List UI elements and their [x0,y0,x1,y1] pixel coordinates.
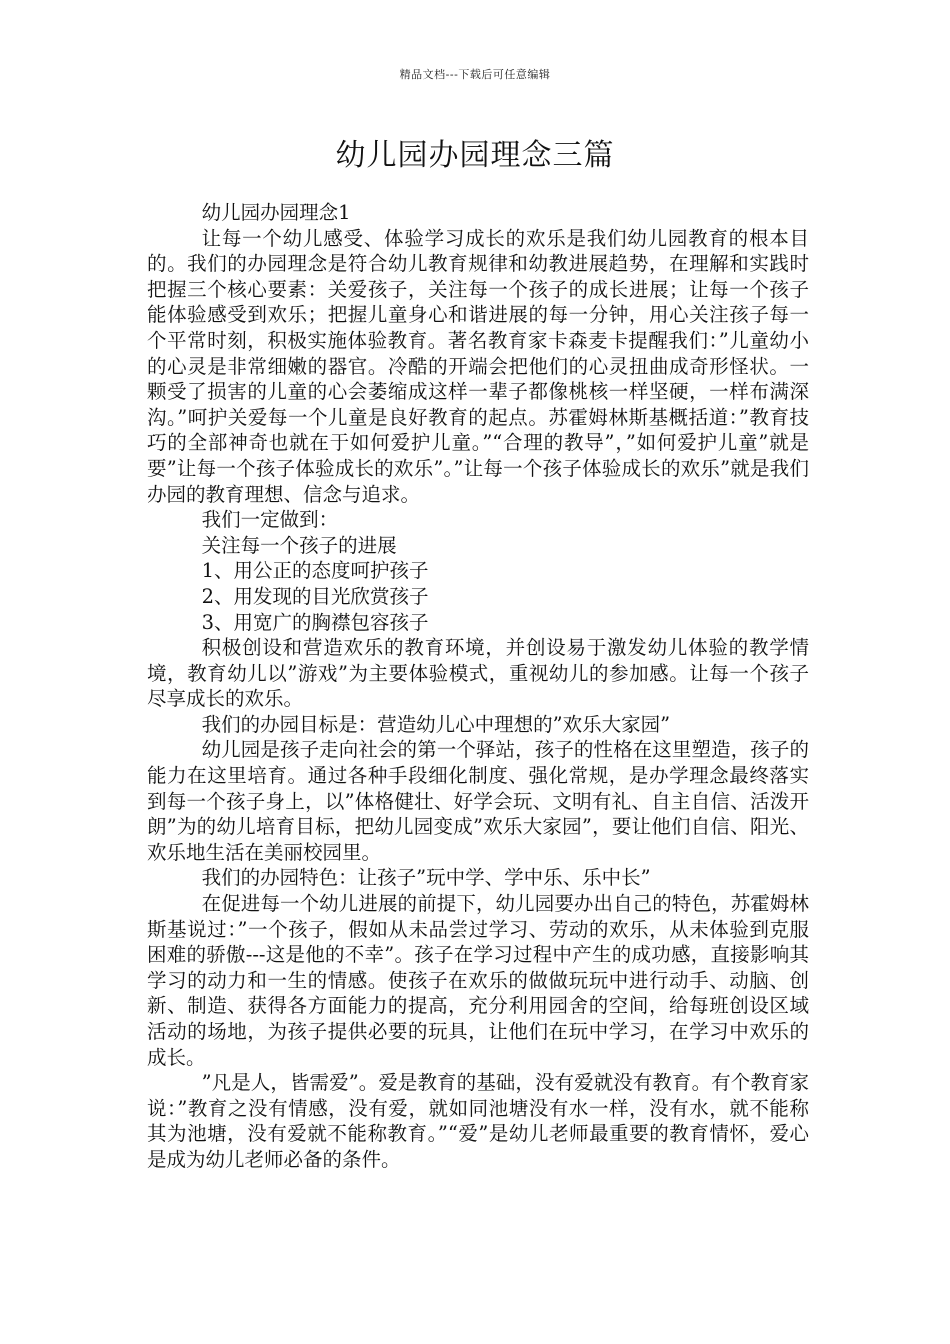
list-heading: 关注每一个孩子的进展 [201,533,397,557]
document-body [147,200,809,1173]
paragraph: ”凡是人，皆需爱”。爱是教育的基础，没有爱就没有教育。有个教育家说：”教育之没有情感，没有爱，就如同池塘没有水一样，没有水，就不能称其为池塘，没有爱就不能称教育。”“爱”是幼儿老师最重要的教育情怀，爱心是成为幼儿老师必备的条件。 [147,1071,809,1171]
page-header: 精品文档---下载后可任意编辑 [399,68,551,81]
paragraph: 我们的办园特色：让孩子”玩中学、学中乐、乐中长” [201,866,651,890]
paragraph: 我们的办园目标是：营造幼儿心中理想的”欢乐大家园” [201,712,671,736]
paragraph: 我们一定做到： [201,508,339,532]
section-heading: 幼儿园办园理念1 [201,201,351,224]
paragraph: 积极创设和营造欢乐的教育环境，并创设易于激发幼儿体验的教学情境，教育幼儿以”游戏”为主要体验模式，重视幼儿的参加感。让每一个孩子尽享成长的欢乐。 [147,636,809,711]
document-title: 幼儿园办园理念三篇 [335,138,615,173]
list-item: 3、用宽广的胸襟包容孩子 [201,610,429,634]
paragraph: 幼儿园是孩子走向社会的第一个驿站，孩子的性格在这里塑造，孩子的能力在这里培育。通过各种手段细化制度、强化常规，是办学理念最终落实到每一个孩子身上，以”体格健壮、好学会玩、文明有礼、自主自信、活泼开朗”为的幼儿培育目标，把幼儿园变成”欢乐大家园”，要让他们自信、阳光、欢乐地生活在美丽校园里。 [147,738,809,864]
paragraph: 在促进每一个幼儿进展的前提下，幼儿园要办出自己的特色，苏霍姆林斯基说过：”一个孩子，假如从未品尝过学习、劳动的欢乐，从未体验到克服困难的骄傲---这是他的不幸”。孩子在学习过程中产生的成功感，直接影响其学习的动力和一生的情感。使孩子在欢乐的做做玩玩中进行动手、动脑、创新、制造、获得各方面能力的提高，充分利用园舍的空间，给每班创设区域活动的场地，为孩子提供必要的玩具，让他们在玩中学习，在学习中欢乐的成长。 [147,892,809,1069]
list-item: 2、用发现的目光欣赏孩子 [201,584,429,608]
paragraph: 让每一个幼儿感受、体验学习成长的欢乐是我们幼儿园教育的根本目的。我们的办园理念是符合幼儿教育规律和幼教进展趋势，在理解和实践时把握三个核心要素：关爱孩子，关注每一个孩子的成长进展；让每一个孩子能体验感受到欢乐；把握儿童身心和谐进展的每一分钟，用心关注孩子每一个平常时刻，积极实施体验教育。著名教育家卡森麦卡提醒我们：”儿童幼小的心灵是非常细嫩的器官。冷酷的开端会把他们的心灵扭曲成奇形怪状。一颗受了损害的儿童的心会萎缩成这样一辈子都像桃核一样坚硬，一样布满深沟。”呵护关爱每一个儿童是良好教育的起点。苏霍姆林斯基概括道：”教育技巧的全部神奇也就在于如何爱护儿童。”“合理的教导”，”如何爱护儿童”就是要”让每一个孩子体验成长的欢乐”。”让每一个孩子体验成长的欢乐”就是我们办园的教育理想、信念与追求。 [147,226,809,506]
list-item: 1、用公正的态度呵护孩子 [201,559,429,583]
